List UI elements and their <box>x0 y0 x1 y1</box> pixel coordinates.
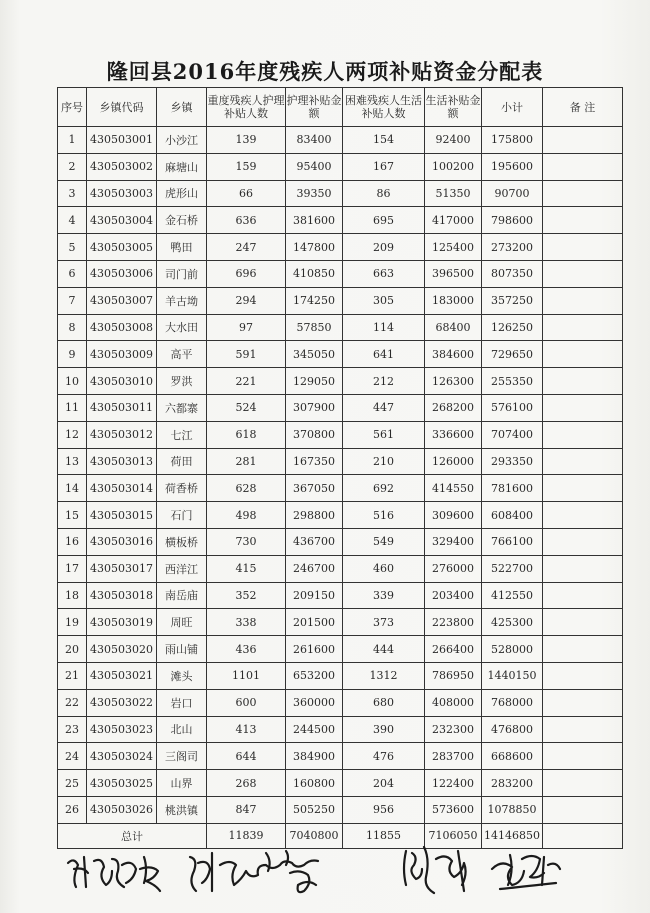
cell-severe-people: 636 <box>207 207 286 234</box>
cell-remarks <box>543 475 623 502</box>
table-row <box>58 421 623 448</box>
cell-care-amount: 345050 <box>286 341 343 368</box>
cell-hardship-people: 204 <box>343 770 425 797</box>
cell-care-amount: 384900 <box>286 743 343 770</box>
cell-living-amount: 276000 <box>425 555 482 582</box>
table-row <box>58 582 623 609</box>
cell-hardship-people: 114 <box>343 314 425 341</box>
cell-seq: 2 <box>58 153 87 180</box>
cell-care-amount: 505250 <box>286 796 343 823</box>
cell-living-amount: 266400 <box>425 636 482 663</box>
table-row <box>58 287 623 314</box>
cell-care-amount: 160800 <box>286 770 343 797</box>
cell-hardship-people: 680 <box>343 689 425 716</box>
cell-seq: 25 <box>58 770 87 797</box>
cell-living-amount: 396500 <box>425 260 482 287</box>
cell-remarks <box>543 716 623 743</box>
cell-seq: 10 <box>58 368 87 395</box>
cell-care-amount: 201500 <box>286 609 343 636</box>
cell-severe-people: 618 <box>207 421 286 448</box>
cell-town-name: 大水田 <box>157 314 207 341</box>
cell-living-amount: 329400 <box>425 528 482 555</box>
cell-subtotal: 522700 <box>482 555 543 582</box>
table-row <box>58 743 623 770</box>
cell-subtotal: 768000 <box>482 689 543 716</box>
cell-town-name: 七江 <box>157 421 207 448</box>
cell-seq: 6 <box>58 260 87 287</box>
cell-seq: 20 <box>58 636 87 663</box>
header-town: 乡镇 <box>157 88 207 127</box>
cell-town-code: 430503004 <box>87 207 157 234</box>
cell-living-amount: 122400 <box>425 770 482 797</box>
header-subtotal: 小计 <box>482 88 543 127</box>
cell-subtotal: 798600 <box>482 207 543 234</box>
cell-seq: 15 <box>58 502 87 529</box>
header-remarks: 备 注 <box>543 88 623 127</box>
cell-town-code: 430503017 <box>87 555 157 582</box>
cell-hardship-people: 444 <box>343 636 425 663</box>
cell-hardship-people: 305 <box>343 287 425 314</box>
cell-town-code: 430503020 <box>87 636 157 663</box>
cell-hardship-people: 86 <box>343 180 425 207</box>
cell-living-amount: 414550 <box>425 475 482 502</box>
cell-subtotal: 476800 <box>482 716 543 743</box>
cell-care-amount: 370800 <box>286 421 343 448</box>
cell-remarks <box>543 260 623 287</box>
cell-town-name: 荷田 <box>157 448 207 475</box>
totals-label: 总计 <box>58 823 207 848</box>
cell-town-name: 麻塘山 <box>157 153 207 180</box>
cell-town-code: 430503016 <box>87 528 157 555</box>
cell-town-code: 430503019 <box>87 609 157 636</box>
cell-remarks <box>543 582 623 609</box>
cell-subtotal: 255350 <box>482 368 543 395</box>
cell-town-name: 南岳庙 <box>157 582 207 609</box>
totals-subtotal: 14146850 <box>482 823 543 848</box>
table-row <box>58 368 623 395</box>
cell-town-code: 430503009 <box>87 341 157 368</box>
cell-seq: 26 <box>58 796 87 823</box>
cell-living-amount: 203400 <box>425 582 482 609</box>
cell-remarks <box>543 421 623 448</box>
cell-town-code: 430503024 <box>87 743 157 770</box>
cell-severe-people: 847 <box>207 796 286 823</box>
cell-remarks <box>543 796 623 823</box>
cell-remarks <box>543 207 623 234</box>
table-row <box>58 502 623 529</box>
cell-seq: 1 <box>58 127 87 154</box>
cell-town-name: 西洋江 <box>157 555 207 582</box>
allocation-table <box>57 87 623 849</box>
cell-seq: 7 <box>58 287 87 314</box>
cell-living-amount: 786950 <box>425 662 482 689</box>
cell-seq: 4 <box>58 207 87 234</box>
cell-care-amount: 381600 <box>286 207 343 234</box>
cell-remarks <box>543 555 623 582</box>
cell-severe-people: 524 <box>207 394 286 421</box>
header-care-amount: 护理补贴金 额 <box>286 88 343 127</box>
cell-living-amount: 232300 <box>425 716 482 743</box>
cell-town-name: 高平 <box>157 341 207 368</box>
cell-living-amount: 309600 <box>425 502 482 529</box>
cell-town-name: 罗洪 <box>157 368 207 395</box>
cell-severe-people: 644 <box>207 743 286 770</box>
cell-care-amount: 167350 <box>286 448 343 475</box>
cell-town-name: 鸭田 <box>157 234 207 261</box>
cell-hardship-people: 209 <box>343 234 425 261</box>
table-row <box>58 796 623 823</box>
table-row <box>58 153 623 180</box>
cell-town-name: 滩头 <box>157 662 207 689</box>
cell-seq: 12 <box>58 421 87 448</box>
cell-hardship-people: 695 <box>343 207 425 234</box>
cell-living-amount: 268200 <box>425 394 482 421</box>
cell-seq: 16 <box>58 528 87 555</box>
cell-care-amount: 174250 <box>286 287 343 314</box>
header-living-amount: 生活补贴金 额 <box>425 88 482 127</box>
cell-hardship-people: 692 <box>343 475 425 502</box>
signature-area <box>60 843 640 903</box>
cell-severe-people: 600 <box>207 689 286 716</box>
cell-living-amount: 68400 <box>425 314 482 341</box>
cell-severe-people: 1101 <box>207 662 286 689</box>
cell-care-amount: 129050 <box>286 368 343 395</box>
cell-remarks <box>543 609 623 636</box>
cell-severe-people: 221 <box>207 368 286 395</box>
cell-severe-people: 281 <box>207 448 286 475</box>
cell-town-name: 荷香桥 <box>157 475 207 502</box>
cell-hardship-people: 339 <box>343 582 425 609</box>
cell-town-name: 虎形山 <box>157 180 207 207</box>
cell-town-code: 430503002 <box>87 153 157 180</box>
cell-hardship-people: 373 <box>343 609 425 636</box>
cell-town-name: 金石桥 <box>157 207 207 234</box>
cell-town-code: 430503006 <box>87 260 157 287</box>
cell-hardship-people: 956 <box>343 796 425 823</box>
cell-severe-people: 413 <box>207 716 286 743</box>
cell-care-amount: 57850 <box>286 314 343 341</box>
table-row <box>58 528 623 555</box>
cell-subtotal: 576100 <box>482 394 543 421</box>
cell-town-code: 430503022 <box>87 689 157 716</box>
table-row <box>58 127 623 154</box>
cell-severe-people: 159 <box>207 153 286 180</box>
cell-severe-people: 139 <box>207 127 286 154</box>
cell-town-name: 羊古坳 <box>157 287 207 314</box>
table-row <box>58 341 623 368</box>
cell-severe-people: 247 <box>207 234 286 261</box>
cell-remarks <box>543 662 623 689</box>
cell-living-amount: 384600 <box>425 341 482 368</box>
cell-subtotal: 175800 <box>482 127 543 154</box>
cell-severe-people: 352 <box>207 582 286 609</box>
table-row <box>58 555 623 582</box>
cell-town-name: 北山 <box>157 716 207 743</box>
table-row <box>58 314 623 341</box>
handwritten-signatures <box>60 843 640 903</box>
cell-hardship-people: 167 <box>343 153 425 180</box>
cell-town-name: 岩口 <box>157 689 207 716</box>
cell-remarks <box>543 528 623 555</box>
cell-severe-people: 97 <box>207 314 286 341</box>
cell-remarks <box>543 448 623 475</box>
cell-care-amount: 244500 <box>286 716 343 743</box>
cell-subtotal: 283200 <box>482 770 543 797</box>
cell-living-amount: 51350 <box>425 180 482 207</box>
cell-seq: 18 <box>58 582 87 609</box>
cell-living-amount: 417000 <box>425 207 482 234</box>
cell-seq: 23 <box>58 716 87 743</box>
header-code: 乡镇代码 <box>87 88 157 127</box>
cell-subtotal: 781600 <box>482 475 543 502</box>
cell-town-code: 430503003 <box>87 180 157 207</box>
cell-living-amount: 125400 <box>425 234 482 261</box>
cell-care-amount: 360000 <box>286 689 343 716</box>
cell-hardship-people: 447 <box>343 394 425 421</box>
cell-town-name: 石门 <box>157 502 207 529</box>
table-header-row <box>58 88 623 127</box>
cell-living-amount: 100200 <box>425 153 482 180</box>
cell-seq: 9 <box>58 341 87 368</box>
cell-subtotal: 412550 <box>482 582 543 609</box>
cell-town-name: 周旺 <box>157 609 207 636</box>
table-row <box>58 234 623 261</box>
cell-seq: 19 <box>58 609 87 636</box>
cell-subtotal: 357250 <box>482 287 543 314</box>
cell-living-amount: 573600 <box>425 796 482 823</box>
cell-severe-people: 498 <box>207 502 286 529</box>
cell-town-code: 430503013 <box>87 448 157 475</box>
cell-subtotal: 707400 <box>482 421 543 448</box>
cell-seq: 8 <box>58 314 87 341</box>
cell-remarks <box>543 180 623 207</box>
table-row <box>58 770 623 797</box>
cell-severe-people: 268 <box>207 770 286 797</box>
cell-hardship-people: 663 <box>343 260 425 287</box>
cell-living-amount: 126000 <box>425 448 482 475</box>
table-row <box>58 260 623 287</box>
table-row <box>58 394 623 421</box>
cell-town-name: 六都寨 <box>157 394 207 421</box>
cell-severe-people: 730 <box>207 528 286 555</box>
cell-care-amount: 39350 <box>286 180 343 207</box>
cell-care-amount: 436700 <box>286 528 343 555</box>
cell-seq: 21 <box>58 662 87 689</box>
cell-town-code: 430503014 <box>87 475 157 502</box>
cell-subtotal: 807350 <box>482 260 543 287</box>
cell-town-code: 430503007 <box>87 287 157 314</box>
totals-living: 7106050 <box>425 823 482 848</box>
cell-living-amount: 408000 <box>425 689 482 716</box>
table-row <box>58 448 623 475</box>
cell-severe-people: 696 <box>207 260 286 287</box>
cell-hardship-people: 390 <box>343 716 425 743</box>
cell-remarks <box>543 368 623 395</box>
cell-town-name: 横板桥 <box>157 528 207 555</box>
table-row <box>58 636 623 663</box>
cell-remarks <box>543 743 623 770</box>
cell-subtotal: 293350 <box>482 448 543 475</box>
cell-hardship-people: 561 <box>343 421 425 448</box>
cell-subtotal: 528000 <box>482 636 543 663</box>
cell-town-name: 山界 <box>157 770 207 797</box>
table-row <box>58 662 623 689</box>
cell-town-code: 430503026 <box>87 796 157 823</box>
cell-care-amount: 307900 <box>286 394 343 421</box>
cell-care-amount: 653200 <box>286 662 343 689</box>
table-row <box>58 716 623 743</box>
cell-remarks <box>543 314 623 341</box>
cell-care-amount: 410850 <box>286 260 343 287</box>
cell-remarks <box>543 689 623 716</box>
cell-seq: 22 <box>58 689 87 716</box>
cell-hardship-people: 154 <box>343 127 425 154</box>
cell-living-amount: 92400 <box>425 127 482 154</box>
header-seq: 序号 <box>58 88 87 127</box>
cell-severe-people: 338 <box>207 609 286 636</box>
cell-hardship-people: 212 <box>343 368 425 395</box>
cell-living-amount: 283700 <box>425 743 482 770</box>
totals-hardship: 11855 <box>343 823 425 848</box>
cell-living-amount: 126300 <box>425 368 482 395</box>
cell-subtotal: 729650 <box>482 341 543 368</box>
table-row <box>58 180 623 207</box>
cell-remarks <box>543 636 623 663</box>
cell-seq: 11 <box>58 394 87 421</box>
cell-subtotal: 195600 <box>482 153 543 180</box>
cell-subtotal: 126250 <box>482 314 543 341</box>
cell-living-amount: 336600 <box>425 421 482 448</box>
cell-town-code: 430503008 <box>87 314 157 341</box>
cell-care-amount: 261600 <box>286 636 343 663</box>
table-row <box>58 689 623 716</box>
cell-subtotal: 90700 <box>482 180 543 207</box>
cell-care-amount: 95400 <box>286 153 343 180</box>
cell-town-code: 430503005 <box>87 234 157 261</box>
cell-remarks <box>543 153 623 180</box>
cell-remarks <box>543 394 623 421</box>
cell-severe-people: 415 <box>207 555 286 582</box>
cell-town-code: 430503025 <box>87 770 157 797</box>
cell-remarks <box>543 234 623 261</box>
cell-seq: 5 <box>58 234 87 261</box>
cell-remarks <box>543 287 623 314</box>
totals-care: 7040800 <box>286 823 343 848</box>
cell-town-name: 小沙江 <box>157 127 207 154</box>
table-row <box>58 207 623 234</box>
cell-town-code: 430503001 <box>87 127 157 154</box>
cell-seq: 17 <box>58 555 87 582</box>
cell-care-amount: 209150 <box>286 582 343 609</box>
cell-care-amount: 367050 <box>286 475 343 502</box>
cell-subtotal: 425300 <box>482 609 543 636</box>
cell-remarks <box>543 502 623 529</box>
cell-town-name: 三阁司 <box>157 743 207 770</box>
document-title: 隆回县2016年度残疾人两项补贴资金分配表 <box>106 59 544 84</box>
cell-remarks <box>543 341 623 368</box>
cell-town-code: 430503021 <box>87 662 157 689</box>
cell-severe-people: 294 <box>207 287 286 314</box>
cell-subtotal: 1440150 <box>482 662 543 689</box>
cell-hardship-people: 1312 <box>343 662 425 689</box>
cell-subtotal: 1078850 <box>482 796 543 823</box>
cell-seq: 14 <box>58 475 87 502</box>
cell-hardship-people: 210 <box>343 448 425 475</box>
cell-severe-people: 436 <box>207 636 286 663</box>
cell-care-amount: 147800 <box>286 234 343 261</box>
cell-severe-people: 66 <box>207 180 286 207</box>
cell-town-name: 司门前 <box>157 260 207 287</box>
cell-remarks <box>543 770 623 797</box>
cell-town-code: 430503023 <box>87 716 157 743</box>
cell-town-name: 雨山铺 <box>157 636 207 663</box>
cell-subtotal: 608400 <box>482 502 543 529</box>
cell-care-amount: 298800 <box>286 502 343 529</box>
cell-town-code: 430503010 <box>87 368 157 395</box>
cell-town-code: 430503012 <box>87 421 157 448</box>
header-severe-people: 重度残疾人护理补贴人数 <box>207 88 286 127</box>
table-row <box>58 609 623 636</box>
cell-subtotal: 766100 <box>482 528 543 555</box>
cell-hardship-people: 516 <box>343 502 425 529</box>
cell-living-amount: 183000 <box>425 287 482 314</box>
cell-subtotal: 273200 <box>482 234 543 261</box>
cell-town-name: 桃洪镇 <box>157 796 207 823</box>
cell-town-code: 430503018 <box>87 582 157 609</box>
cell-hardship-people: 641 <box>343 341 425 368</box>
cell-town-code: 430503015 <box>87 502 157 529</box>
cell-town-code: 430503011 <box>87 394 157 421</box>
table-row <box>58 475 623 502</box>
cell-seq: 13 <box>58 448 87 475</box>
cell-care-amount: 83400 <box>286 127 343 154</box>
cell-hardship-people: 549 <box>343 528 425 555</box>
cell-severe-people: 628 <box>207 475 286 502</box>
cell-seq: 3 <box>58 180 87 207</box>
cell-care-amount: 246700 <box>286 555 343 582</box>
totals-severe: 11839 <box>207 823 286 848</box>
cell-hardship-people: 476 <box>343 743 425 770</box>
cell-subtotal: 668600 <box>482 743 543 770</box>
cell-remarks <box>543 127 623 154</box>
header-hardship-people: 困难残疾人生活补贴人数 <box>343 88 425 127</box>
cell-severe-people: 591 <box>207 341 286 368</box>
cell-living-amount: 223800 <box>425 609 482 636</box>
cell-seq: 24 <box>58 743 87 770</box>
cell-hardship-people: 460 <box>343 555 425 582</box>
